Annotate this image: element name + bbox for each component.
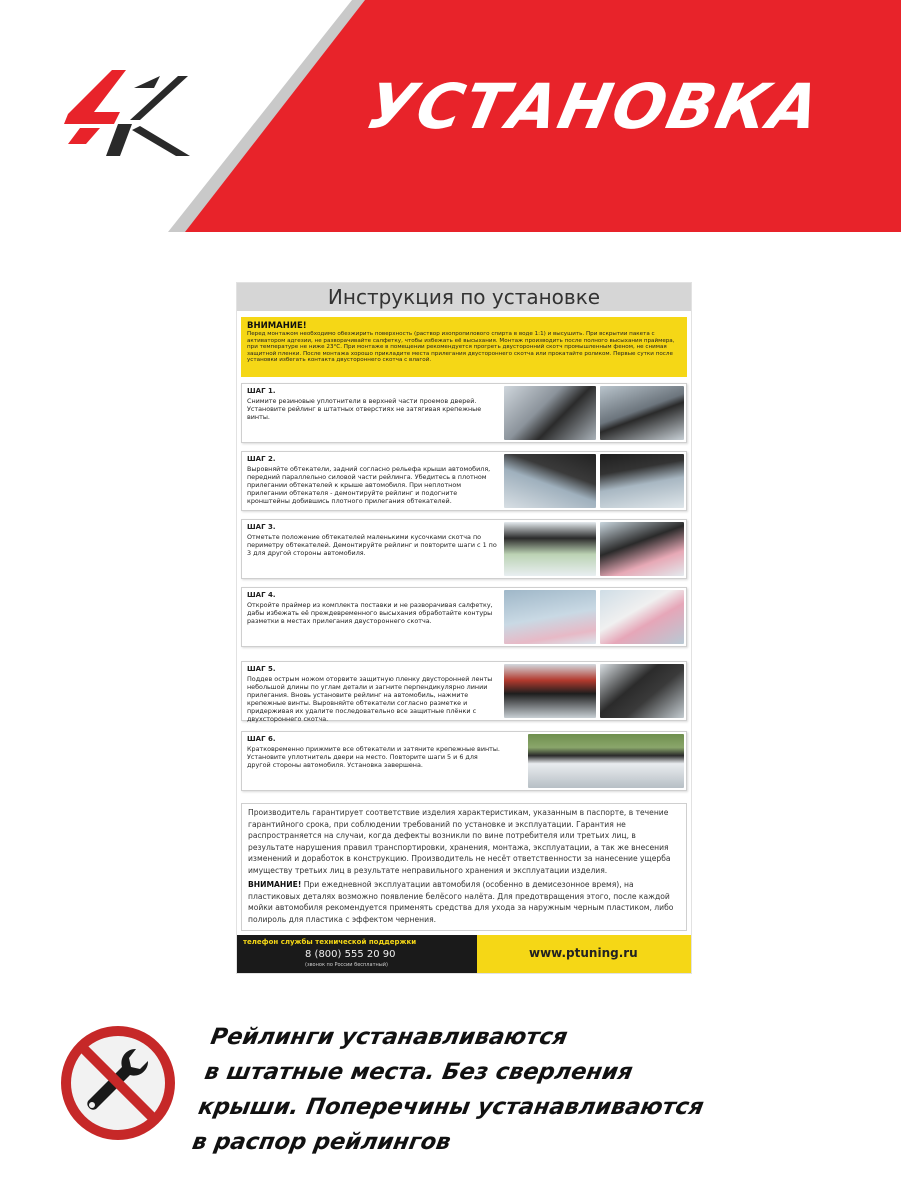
support-phone: 8 (800) 555 20 90 — [305, 949, 396, 960]
brand-logo-icon — [60, 66, 190, 158]
page-title: УСТАНОВКА — [360, 70, 828, 143]
bottom-note — [189, 1020, 894, 1160]
step-photo — [600, 590, 684, 644]
step-photo — [600, 522, 684, 576]
step-card — [241, 731, 687, 791]
step-text: Откройте праймер из комплекта поставки и не разворачивая салфетку, дабы избежать её преждевременного высыхания обработайте контуры разметки в местах прилегания двустороннего скотча. — [247, 601, 493, 625]
sheet-footer — [237, 935, 691, 973]
step-photo — [528, 734, 684, 788]
support-phone-note: (звонок по России бесплатный) — [305, 962, 388, 968]
step-photo — [504, 386, 596, 440]
step-card — [241, 451, 687, 511]
support-label: телефон службы технической поддержки — [243, 938, 417, 946]
step-card — [241, 519, 687, 579]
guarantee-warning-text: При ежедневной эксплуатации автомобиля (особенно в демисезонное время), на пластиковых деталях возможно появление белёсого налёта. Для предотвращения этого, после каждой мойки автомобиля рекомендуется применять средства для ухода за наружным черным пластиком, либо полироль для пластика с эффектом чернения. — [248, 880, 674, 924]
step-label: ШАГ 2. — [247, 455, 276, 463]
step-text: Выровняйте обтекатели, задний согласно рельефа крыши автомобиля, передний параллельно силовой части рейлинга. Убедитесь в плотном прилегании обтекателей к крыше автомобиля. При неплотном прилегании обтекателя - демонтируйте рейлинг и подогните кронштейны добившись плотного прилегания обтекателей. — [247, 465, 491, 505]
step-card — [241, 383, 687, 443]
step-label: ШАГ 6. — [247, 735, 276, 743]
step-photo — [600, 664, 684, 718]
step-photo — [504, 590, 596, 644]
step-photo — [504, 454, 596, 508]
step-label: ШАГ 3. — [247, 523, 276, 531]
step-photo — [600, 386, 684, 440]
step-card — [241, 661, 687, 721]
warning-text: Перед монтажом необходимо обезжирить поверхность (раствор изопропилового спирта в воде 1:1) и высушить. При вскрытии пакета с активатором адгезии, не разворачивайте салфетку, чтобы избежать её высыхания. Монтаж производить после полного высыхания праймера, при температуре не ниже 23°С. При монтаже в помещении рекомендуется прогреть двусторонний скотч промышленным феном, не снимая защитной пленки. После монтажа хорошо прикладите места прилегания двустороннего скотча или прокатайте роликом. Первые сутки после установки избегать контакта двустороннего скотча с влагой. — [247, 331, 675, 364]
no-drill-icon — [58, 1023, 178, 1143]
guarantee-warning-title: ВНИМАНИЕ! — [248, 880, 302, 889]
site-url: www.ptuning.ru — [529, 946, 638, 960]
site-block — [477, 935, 691, 973]
step-text: Снимите резиновые уплотнители в верхней части проемов дверей. Установите рейлинг в штатных отверстиях не затягивая крепежные винты. — [247, 397, 482, 421]
step-label: ШАГ 4. — [247, 591, 276, 599]
step-text: Отметьте положение обтекателей маленькими кусочками скотча по периметру обтекателей. Демонтируйте рейлинг и повторите шаги с 1 по 3 для другой стороны автомобиля. — [247, 533, 497, 557]
instruction-sheet — [236, 282, 692, 974]
bottom-note-line: крыши. Поперечины устанавливаются — [196, 1094, 706, 1120]
guarantee-box — [241, 803, 687, 931]
step-photo — [504, 522, 596, 576]
warning-title: ВНИМАНИЕ! — [247, 321, 307, 331]
step-photo — [504, 664, 596, 718]
bottom-note-line: в штатные места. Без сверления — [202, 1059, 635, 1085]
step-photo — [600, 454, 684, 508]
step-text: Кратковременно прижмите все обтекатели и затяните крепежные винты. Установите уплотнитель двери на место. Повторите шаги 5 и 6 для другой стороны автомобиля. Установка завершена. — [247, 745, 500, 769]
step-label: ШАГ 1. — [247, 387, 276, 395]
sheet-title: Инструкция по установке — [237, 283, 691, 311]
guarantee-text: Производитель гарантирует соответствие изделия характеристикам, указанным в паспорте, в течение гарантийного срока, при соблюдении требований по установке и эксплуатации. Гарантия не распространяется на случаи, когда дефекты возникли по вине потребителя или третьих лиц, в результате нарушения правил транспортировки, хранения, монтажа, эксплуатации, а так же внесения изменений и доработок в конструкцию. Производитель не несёт ответственности за нанесение ущерба имуществу третьих лиц в результате неправильного хранения и эксплуатации изделия. — [248, 808, 671, 875]
step-label: ШАГ 5. — [247, 665, 276, 673]
bottom-note-line: в распор рейлингов — [190, 1129, 453, 1155]
step-text: Поддев острым ножом оторвите защитную пленку двусторонней ленты небольшой длины по углам детали и загните перпендикулярно линии прилегания. Вновь установите рейлинг на автомобиль, нажмите крепежные винты. Выровняйте обтекатели согласно разметке и придерживая их удалите последовательно все защитные плёнки с двухстороннего скотча. — [247, 675, 493, 723]
warning-box — [241, 317, 687, 377]
bottom-note-line: Рейлинги устанавливаются — [208, 1024, 570, 1050]
support-block — [237, 935, 477, 973]
step-card — [241, 587, 687, 647]
